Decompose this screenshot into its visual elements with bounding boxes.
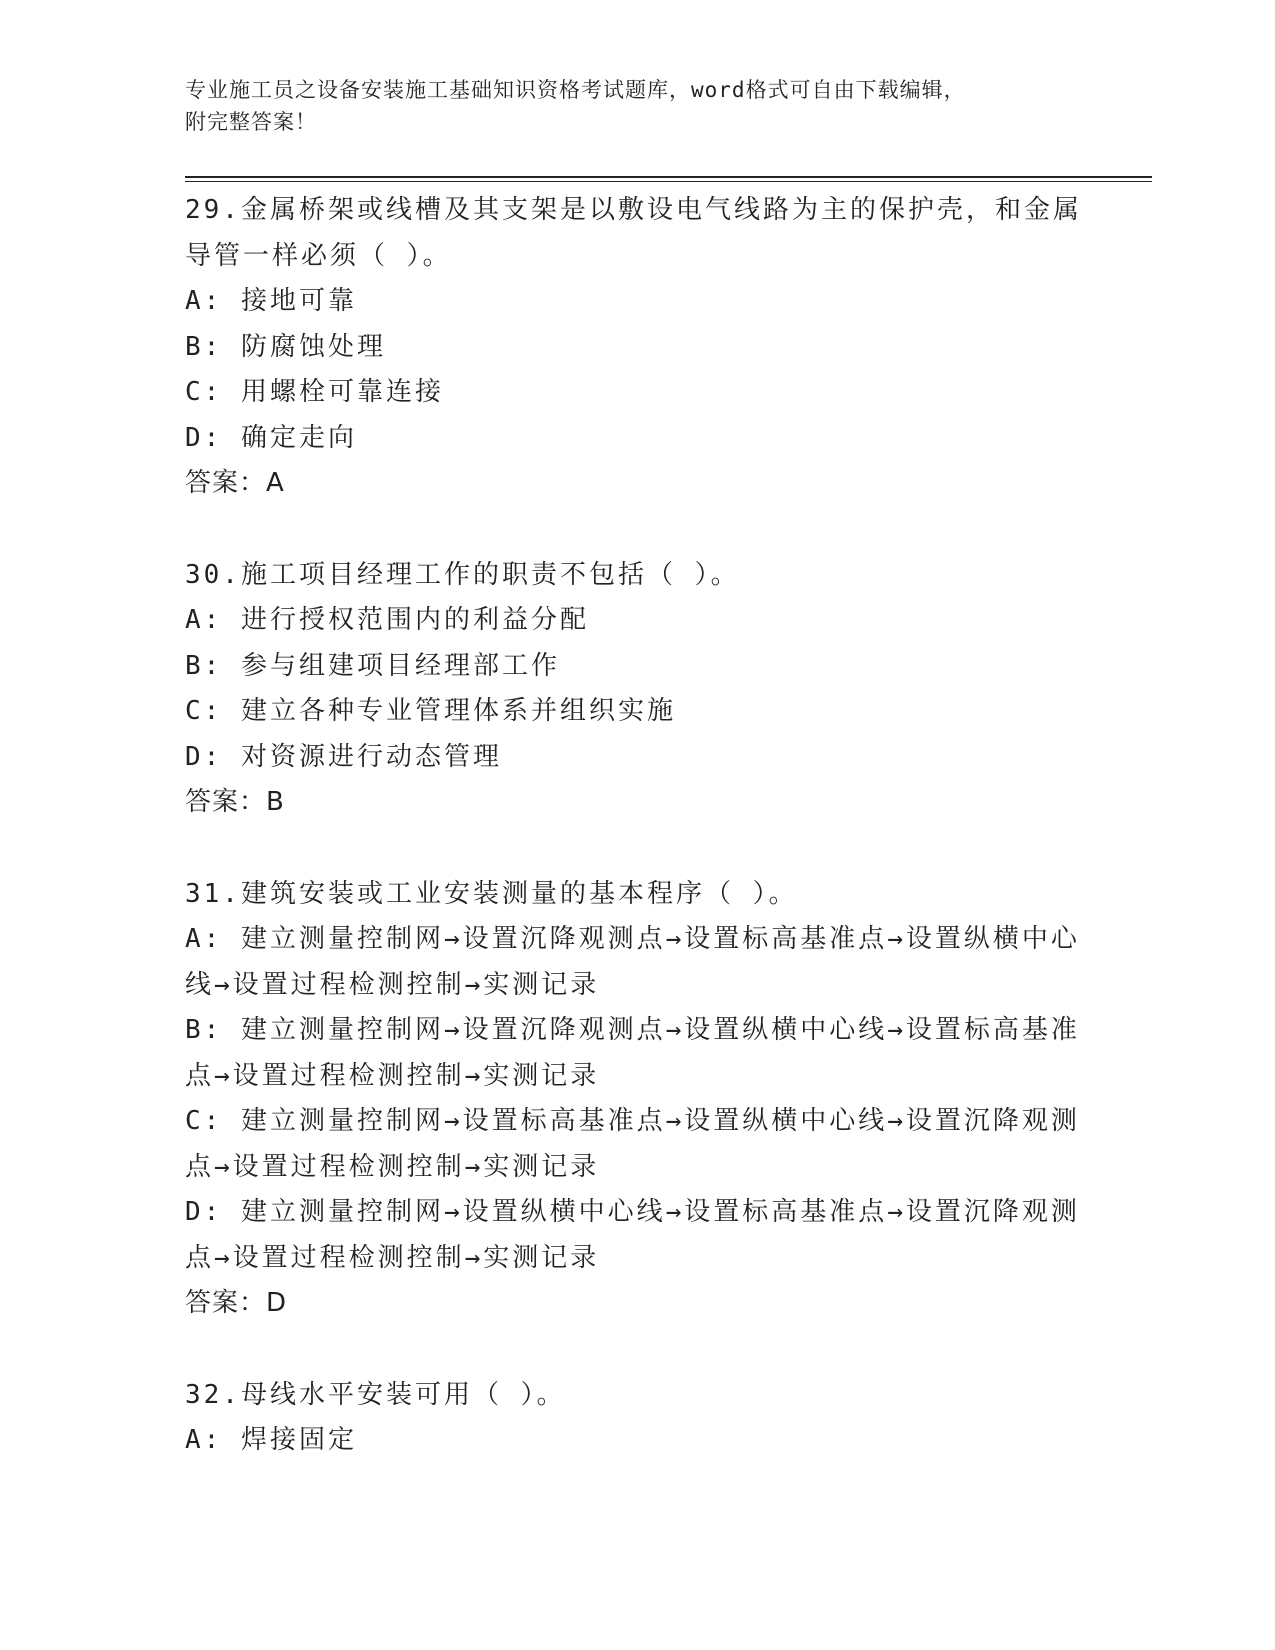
question-29 — [185, 188, 1085, 507]
option-a: A: 焊接固定 — [185, 1425, 357, 1455]
option-d: D: 确定走向 — [185, 422, 357, 453]
option-a: A: 进行授权范围内的利益分配 — [185, 605, 589, 635]
header-line-2: 附完整答案！ — [185, 110, 317, 134]
option-b: B: 防腐蚀处理 — [185, 331, 386, 362]
question-31 — [185, 872, 1085, 1327]
option-a: A: 建立测量控制网→设置沉降观测点→设置标高基准点→设置纵横中心线→设置过程检测控制→实测记录 — [185, 924, 1080, 1000]
option-d: D: 对资源进行动态管理 — [185, 741, 502, 772]
option-c: C: 建立各种专业管理体系并组织实施 — [185, 696, 676, 726]
option-b: B: 参与组建项目经理部工作 — [185, 650, 560, 681]
option-a: A: 接地可靠 — [185, 286, 357, 316]
question-stem: 31.建筑安装或工业安装测量的基本程序（ ）。 — [185, 878, 798, 909]
question-32 — [185, 1373, 1085, 1464]
question-stem: 30.施工项目经理工作的职责不包括（ ）。 — [185, 559, 740, 590]
header-divider-thick — [185, 176, 1152, 178]
question-30 — [185, 553, 1085, 826]
option-b: B: 建立测量控制网→设置沉降观测点→设置纵横中心线→设置标高基准点→设置过程检测控制→实测记录 — [185, 1015, 1080, 1091]
question-stem: 29.金属桥架或线槽及其支架是以敷设电气线路为主的保护壳，和金属导管一样必须（ ）。 — [185, 195, 1082, 271]
answer: 答案：D — [185, 1288, 288, 1318]
header-line-1: 专业施工员之设备安装施工基础知识资格考试题库，word格式可自由下载编辑， — [185, 78, 966, 102]
option-d: D: 建立测量控制网→设置纵横中心线→设置标高基准点→设置沉降观测点→设置过程检测控制→实测记录 — [185, 1197, 1080, 1273]
question-list — [185, 188, 1085, 1510]
answer: 答案：B — [185, 787, 285, 817]
question-stem: 32.母线水平安装可用（ ）。 — [185, 1379, 566, 1410]
header-divider-thin — [185, 181, 1152, 182]
document-header — [185, 74, 1065, 138]
option-c: C: 建立测量控制网→设置标高基准点→设置纵横中心线→设置沉降观测点→设置过程检测控制→实测记录 — [185, 1106, 1080, 1182]
answer: 答案：A — [185, 468, 285, 498]
option-c: C: 用螺栓可靠连接 — [185, 377, 444, 407]
